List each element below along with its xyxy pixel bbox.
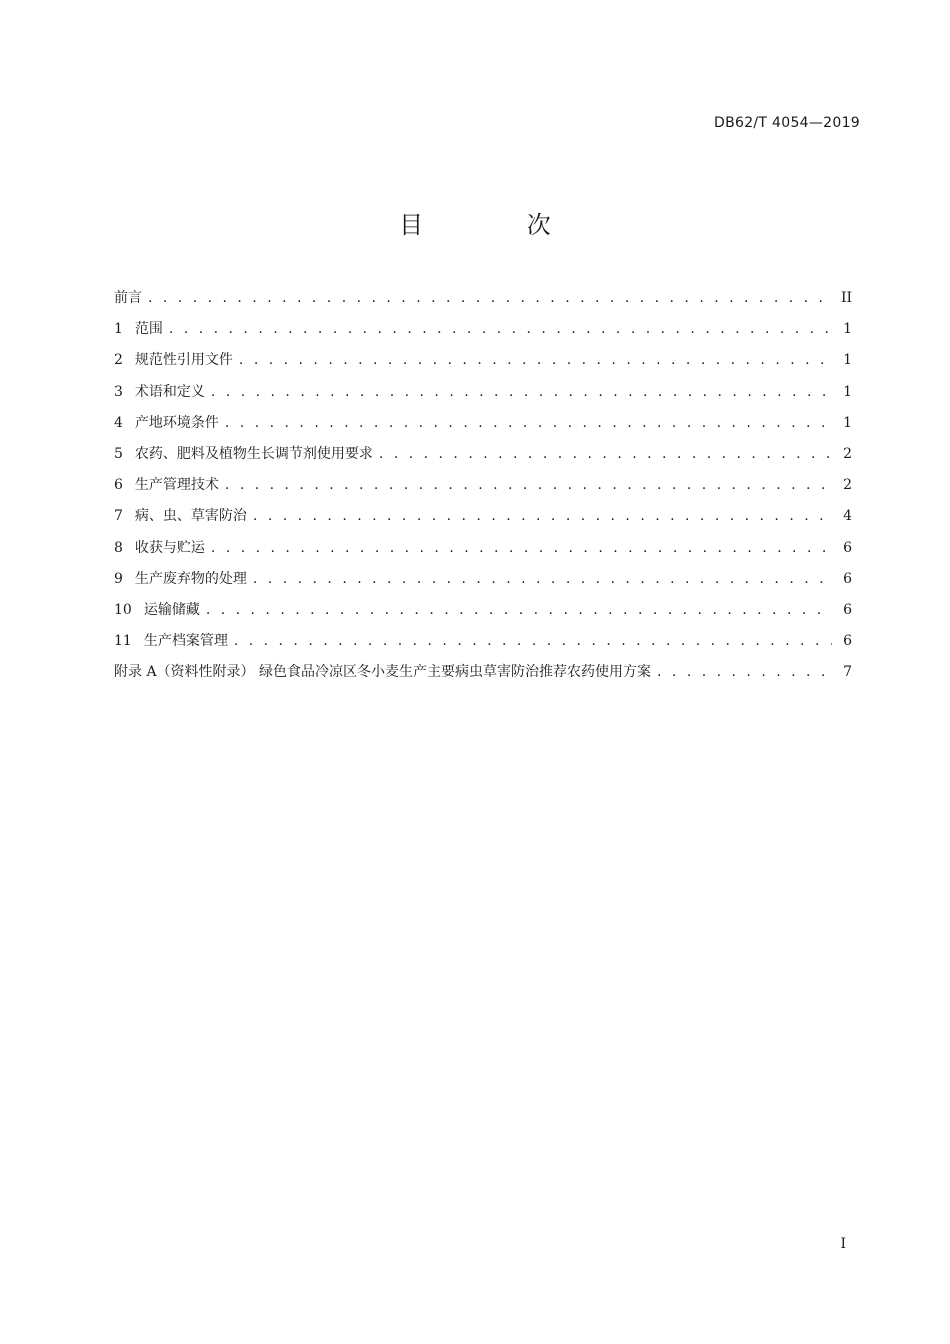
toc-entry-7[interactable] xyxy=(114,504,852,535)
toc-leader-dots xyxy=(206,598,832,622)
toc-entry-label xyxy=(114,598,200,622)
toc-title: 目 次 xyxy=(399,211,599,239)
toc-entry-text: 收获与贮运 xyxy=(134,539,205,556)
toc-leader-dots xyxy=(657,660,832,684)
toc-entry-number: 2 xyxy=(114,352,123,369)
toc-entry-5[interactable] xyxy=(114,442,852,473)
toc-entry-text: 病、虫、草害防治 xyxy=(134,508,247,525)
table-of-contents xyxy=(114,286,852,691)
toc-entry-page: 6 xyxy=(843,570,852,587)
toc-entry-label: 附录 A（资料性附录） 绿色食品冷凉区冬小麦生产主要病虫草害防治推荐农药使用方案 xyxy=(114,664,652,681)
toc-entry-text: 生产档案管理 xyxy=(143,633,228,650)
toc-entry-4[interactable] xyxy=(114,411,852,442)
toc-entry-label xyxy=(114,504,247,528)
toc-entry-number: 5 xyxy=(114,445,123,462)
toc-entry-page: 1 xyxy=(843,352,852,369)
toc-entry-number: 3 xyxy=(114,383,123,400)
toc-entry-page: 2 xyxy=(843,445,852,462)
toc-entry-label xyxy=(114,317,163,341)
toc-entry-label xyxy=(114,473,219,497)
toc-entry-label xyxy=(114,380,205,404)
toc-leader-dots xyxy=(148,286,832,310)
standard-code: DB62/T 4054—2019 xyxy=(714,115,860,131)
toc-leader-dots xyxy=(211,380,832,404)
toc-entry-label xyxy=(114,567,247,591)
toc-entry-label xyxy=(114,411,219,435)
toc-entry-9[interactable] xyxy=(114,567,852,598)
toc-leader-dots xyxy=(379,442,832,466)
toc-leader-dots xyxy=(253,504,832,528)
toc-entry-number: 1 xyxy=(114,321,123,338)
toc-entry-page: II xyxy=(840,290,852,306)
toc-entry-11[interactable] xyxy=(114,629,852,660)
toc-entry-label xyxy=(114,536,205,560)
toc-entry-page: 2 xyxy=(843,477,852,494)
toc-entry-page: 1 xyxy=(843,414,852,431)
toc-entry-text: 范围 xyxy=(134,321,163,338)
toc-entry-text: 运输储藏 xyxy=(143,601,200,618)
toc-entry-number: 11 xyxy=(114,633,132,650)
toc-entry-page: 6 xyxy=(843,633,852,650)
toc-leader-dots xyxy=(253,567,832,591)
toc-entry-number: 4 xyxy=(114,414,123,431)
toc-leader-dots xyxy=(225,473,832,497)
toc-entry-text: 农药、肥料及植物生长调节剂使用要求 xyxy=(134,445,373,462)
toc-entry-page: 6 xyxy=(843,601,852,618)
toc-entry-number: 9 xyxy=(114,570,123,587)
toc-entry-appendix-a[interactable] xyxy=(114,660,852,691)
toc-entry-page: 7 xyxy=(843,664,852,681)
toc-entry-page: 1 xyxy=(843,321,852,338)
toc-entry-number: 7 xyxy=(114,508,123,525)
toc-entry-1[interactable] xyxy=(114,317,852,348)
toc-entry-page: 6 xyxy=(843,539,852,556)
toc-entry-number: 8 xyxy=(114,539,123,556)
page-number: I xyxy=(840,1236,846,1252)
toc-entry-label xyxy=(114,348,233,372)
toc-entry-10[interactable] xyxy=(114,598,852,629)
toc-entry-8[interactable] xyxy=(114,536,852,567)
toc-entry-label xyxy=(114,442,373,466)
toc-entry-page: 4 xyxy=(843,508,852,525)
toc-leader-dots xyxy=(225,411,832,435)
toc-entry-text: 规范性引用文件 xyxy=(134,352,233,369)
toc-entry-label: 前言 xyxy=(114,290,142,306)
toc-entry-label xyxy=(114,629,228,653)
toc-leader-dots xyxy=(169,317,832,341)
toc-leader-dots xyxy=(234,629,832,653)
toc-entry-text: 术语和定义 xyxy=(134,383,205,400)
toc-entry-foreword[interactable] xyxy=(114,286,852,317)
toc-entry-text: 生产管理技术 xyxy=(134,477,219,494)
toc-entry-page: 1 xyxy=(843,383,852,400)
toc-entry-text: 产地环境条件 xyxy=(134,414,219,431)
toc-entry-3[interactable] xyxy=(114,380,852,411)
toc-leader-dots xyxy=(239,348,832,372)
toc-entry-text: 生产废弃物的处理 xyxy=(134,570,247,587)
toc-entry-6[interactable] xyxy=(114,473,852,504)
toc-entry-number: 10 xyxy=(114,601,132,618)
toc-entry-number: 6 xyxy=(114,477,123,494)
toc-entry-2[interactable] xyxy=(114,348,852,379)
toc-leader-dots xyxy=(211,536,832,560)
